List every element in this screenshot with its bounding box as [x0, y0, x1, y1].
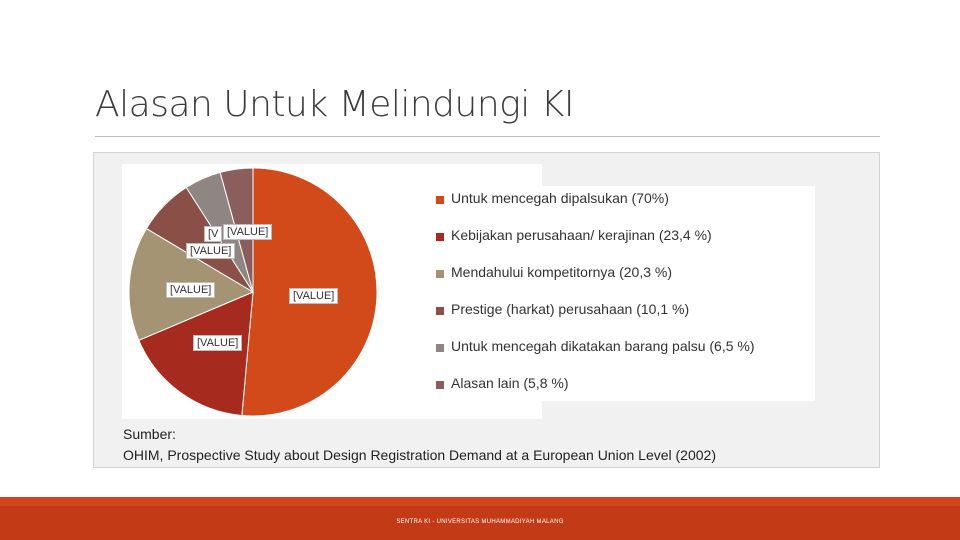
legend-label: Mendahului kompetitornya (20,3 %) [451, 264, 673, 280]
data-label-mendahului-kompetitor: [VALUE] [166, 282, 215, 298]
data-label-prestige-perusahaan: [VALUE] [186, 243, 235, 259]
data-label-alasan-lain: [VALUE] [223, 224, 272, 240]
legend-swatch [436, 381, 444, 389]
legend-swatch [436, 307, 444, 315]
legend-label: Prestige (harkat) perusahaan (10,1 %) [451, 301, 690, 317]
data-label-untuk-mencegah-dipalsukan: [VALUE] [289, 288, 338, 304]
legend-item-alasan-lain [436, 375, 755, 412]
slide-title: Alasan Untuk Melindungi KI [95, 84, 574, 125]
legend-swatch [436, 270, 444, 278]
footer-text: SENTRA KI - UNIVERSITAS MUHAMMADIYAH MALANG [396, 519, 564, 525]
legend-label: Untuk mencegah dipalsukan (70%) [451, 190, 669, 206]
data-label-kebijakan-perusahaan: [VALUE] [193, 335, 242, 351]
legend-item-mencegah-barang-palsu [436, 338, 755, 375]
legend-item-prestige-perusahaan [436, 301, 755, 338]
legend-item-kebijakan-perusahaan [436, 227, 755, 264]
legend-item-untuk-mencegah-dipalsukan [436, 190, 755, 227]
data-label-mencegah-barang-palsu: [V [204, 226, 222, 242]
legend-item-mendahului-kompetitor [436, 264, 755, 301]
legend-label: Kebijakan perusahaan/ kerajinan (23,4 %) [451, 227, 712, 243]
source-text: OHIM, Prospective Study about Design Registration Demand at a European Union Level (2002) [123, 447, 716, 463]
legend-label: Untuk mencegah dikatakan barang palsu (6,5 %) [451, 338, 755, 354]
source-citation [123, 424, 716, 466]
source-heading: Sumber: [123, 426, 176, 442]
legend-swatch [436, 344, 444, 352]
legend-swatch [436, 196, 444, 204]
legend-swatch [436, 233, 444, 241]
chart-legend [436, 190, 755, 412]
legend-label: Alasan lain (5,8 %) [451, 375, 569, 391]
